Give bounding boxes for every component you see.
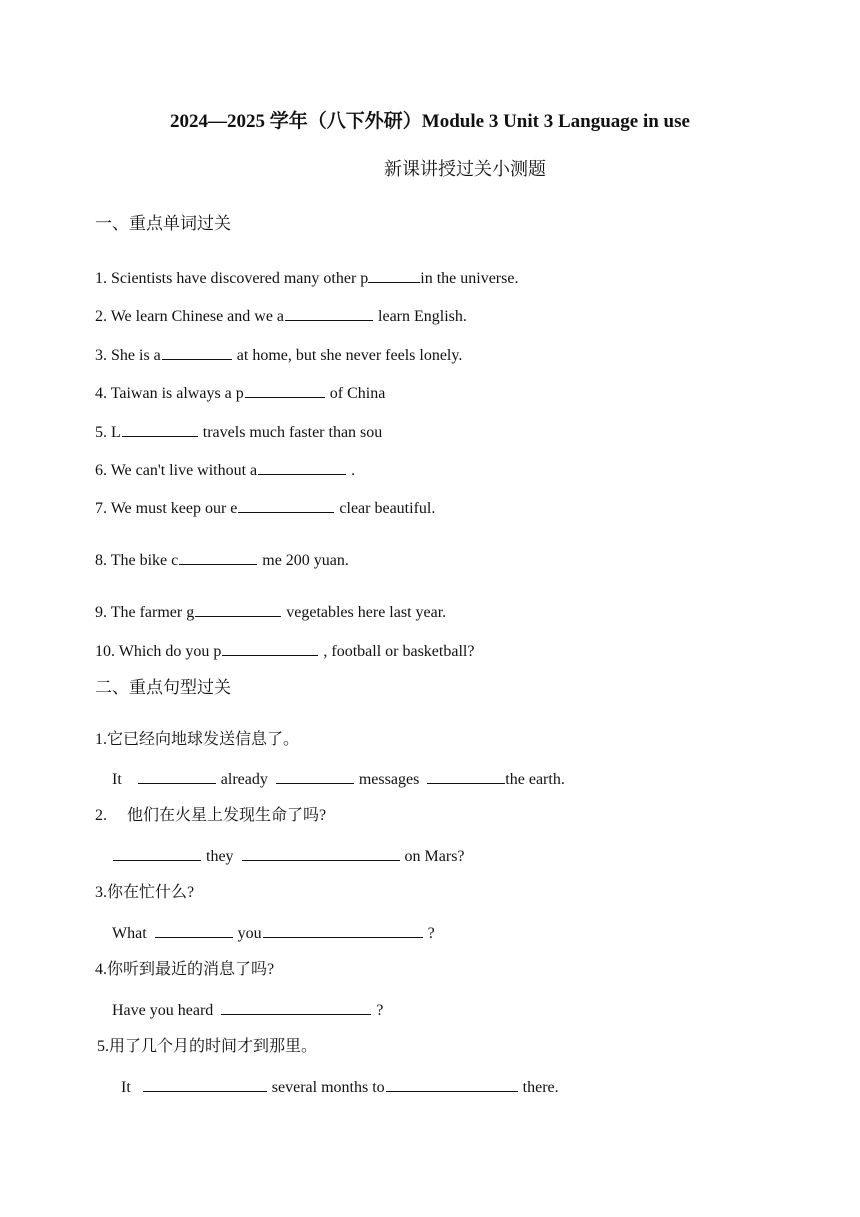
answer-blank[interactable] (276, 769, 354, 784)
vocab-question-5: 5. L travels much faster than sou (95, 424, 383, 441)
sentence-question-2-chinese: 2. 他们在火星上发现生命了吗? (95, 807, 327, 824)
answer-blank[interactable] (263, 923, 423, 938)
answer-blank[interactable] (368, 268, 420, 283)
answer-blank[interactable] (162, 345, 232, 360)
sentence-question-3-chinese: 3.你在忙什么? (95, 884, 195, 901)
answer-blank[interactable] (242, 846, 400, 861)
sentence-question-5-chinese: 5.用了几个月的时间才到那里。 (97, 1038, 318, 1055)
section-heading-vocabulary: 一、重点单词过关 (95, 214, 231, 233)
answer-blank[interactable] (179, 550, 257, 565)
sentence-question-4-chinese: 4.你听到最近的消息了吗? (95, 961, 275, 978)
answer-blank[interactable] (122, 422, 198, 437)
vocab-question-9: 9. The farmer g vegetables here last year. (95, 604, 447, 621)
page-subtitle: 新课讲授过关小测题 (384, 159, 546, 179)
answer-blank[interactable] (238, 498, 334, 513)
answer-blank[interactable] (427, 769, 505, 784)
vocab-question-2: 2. We learn Chinese and we a learn English. (95, 308, 467, 325)
answer-blank[interactable] (221, 1000, 371, 1015)
sentence-question-5-english: It several months to there. (121, 1079, 559, 1096)
vocab-question-10: 10. Which do you p , football or basketball? (95, 643, 475, 660)
vocab-question-3: 3. She is a at home, but she never feels lonely. (95, 347, 463, 364)
vocab-question-7: 7. We must keep our e clear beautiful. (95, 500, 436, 517)
vocab-question-6: 6. We can't live without a . (95, 462, 356, 479)
vocab-question-1: 1. Scientists have discovered many other p in the universe. (95, 270, 519, 287)
answer-blank[interactable] (222, 641, 318, 656)
answer-blank[interactable] (258, 460, 346, 475)
page-title: 2024—2025 学年（八下外研）Module 3 Unit 3 Language in use (170, 111, 690, 132)
answer-blank[interactable] (245, 383, 325, 398)
vocab-question-8: 8. The bike c me 200 yuan. (95, 552, 349, 569)
sentence-question-1-chinese: 1.它已经向地球发送信息了。 (95, 731, 300, 748)
answer-blank[interactable] (386, 1077, 518, 1092)
answer-blank[interactable] (113, 846, 201, 861)
section-heading-sentences: 二、重点句型过关 (95, 678, 231, 697)
sentence-question-4-english: Have you heard ? (112, 1002, 384, 1019)
answer-blank[interactable] (195, 602, 281, 617)
sentence-question-3-english: What you ? (112, 925, 435, 942)
vocab-question-4: 4. Taiwan is always a p of China (95, 385, 386, 402)
sentence-question-2-english: they on Mars? (112, 846, 465, 867)
answer-blank[interactable] (138, 769, 216, 784)
answer-blank[interactable] (155, 923, 233, 938)
answer-blank[interactable] (143, 1077, 267, 1092)
answer-blank[interactable] (285, 306, 373, 321)
sentence-question-1-english: It already messages the earth. (112, 771, 565, 788)
